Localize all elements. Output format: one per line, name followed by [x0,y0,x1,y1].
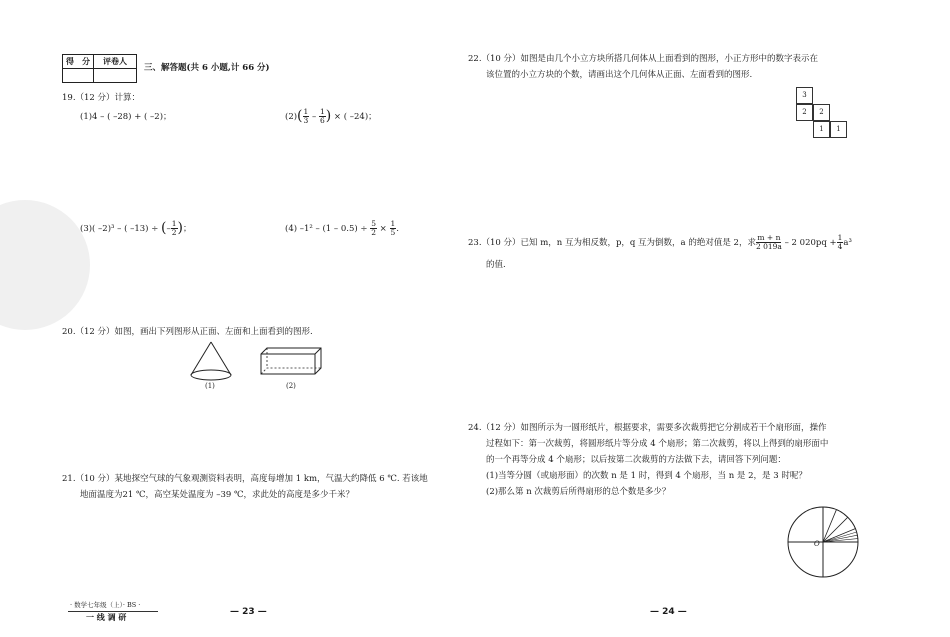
q19-part3: (3)( –2)³ – ( –13) ÷ (– $\frac{1}{2}$ )； [80,219,192,237]
circle-figure [785,504,861,580]
q24-line3: 的一个再等分成 4 个扇形；以后按第二次裁剪的方法做下去，请回答下列问题： [486,455,786,465]
watermark-seal [0,200,90,330]
grader-label: 评卷人 [94,55,137,69]
score-cell[interactable] [63,69,94,83]
footer-book: · 数学七年级（上）· BS · [70,601,141,609]
grader-cell[interactable] [94,69,137,83]
fig1-label: (1) [205,382,215,390]
q24-line1: 24.（12 分）如图所示为一圆形纸片，根据要求，需要多次裁剪把它分割成若干个扇形面，操作 [468,423,827,433]
q20-text: 20.（12 分）如图，画出下列图形从正面、左面和上面看到的图形. [62,327,313,337]
grid-cell: 1 [830,121,847,138]
q19-title: 19.（12 分）计算： [62,93,141,103]
grid-cell: 2 [796,104,813,121]
q22-line1: 22.（10 分）如图是由几个小立方块所搭几何体从上面看到的图形，小正方形中的数字表示在 [468,54,819,64]
q22-grid [796,87,856,142]
page-number-left: — 23 — [230,607,267,617]
q21-line2: 地面温度为21 ℃，高空某处温度为 –39 ℃，求此处的高度是多少千米？ [80,490,355,500]
q19-part4: (4) –1² – (1 – 0.5) ÷ $\frac{5}{2}$ × $\frac{1}{5}$ . [285,219,399,237]
q24-line4: (1)当等分圆（或扇形面）的次数 n 是 1 时，得到 4 个扇形，当 n 是 2，是 3 时呢？ [486,471,807,481]
q22-line2: 该位置的小立方块的个数，请画出这个几何体从正面、左面看到的图形. [486,70,753,80]
grid-cell: 2 [813,104,830,121]
q21-line1: 21.（10 分）某地探空气球的气象观测资料表明，高度每增加 1 km，气温大约降低 6 ℃. 若该地 [62,474,428,484]
q24-line5: (2)那么第 n 次裁剪后所得扇形的总个数是多少？ [486,487,671,497]
grid-cell: 1 [813,121,830,138]
q23-line2: 的值. [486,260,506,270]
grid-cell: 3 [796,87,813,104]
score-table [62,54,137,83]
circle-center-label: O [814,540,820,548]
score-label: 得 分 [63,55,94,69]
page-number-right: — 24 — [650,607,687,617]
q23-line1: 23.（10 分）已知 m，n 互为相反数，p，q 互为倒数，a 的绝对值是 2，求 $\frac{m + n}{2 019a}$ – 2 020pq + $\frac{1}{4}$ a³ [468,233,852,251]
q19-part1: (1)4 – ( –28) + ( –2)； [80,112,172,122]
fig2-label: (2) [286,382,296,390]
footer-brand: 一 线 调 研 [86,612,127,622]
q24-line2: 过程如下：第一次裁剪，将圆形纸片等分成 4 个扇形；第二次裁剪，将以上得到的扇形面中 [486,439,829,449]
q19-part2: (2)( $\frac{1}{3}$ – $\frac{1}{6}$ ) × ( –24)； [285,107,377,125]
section-title: 三、解答题(共 6 小题,计 66 分) [144,63,270,73]
prism-figure [255,346,325,378]
